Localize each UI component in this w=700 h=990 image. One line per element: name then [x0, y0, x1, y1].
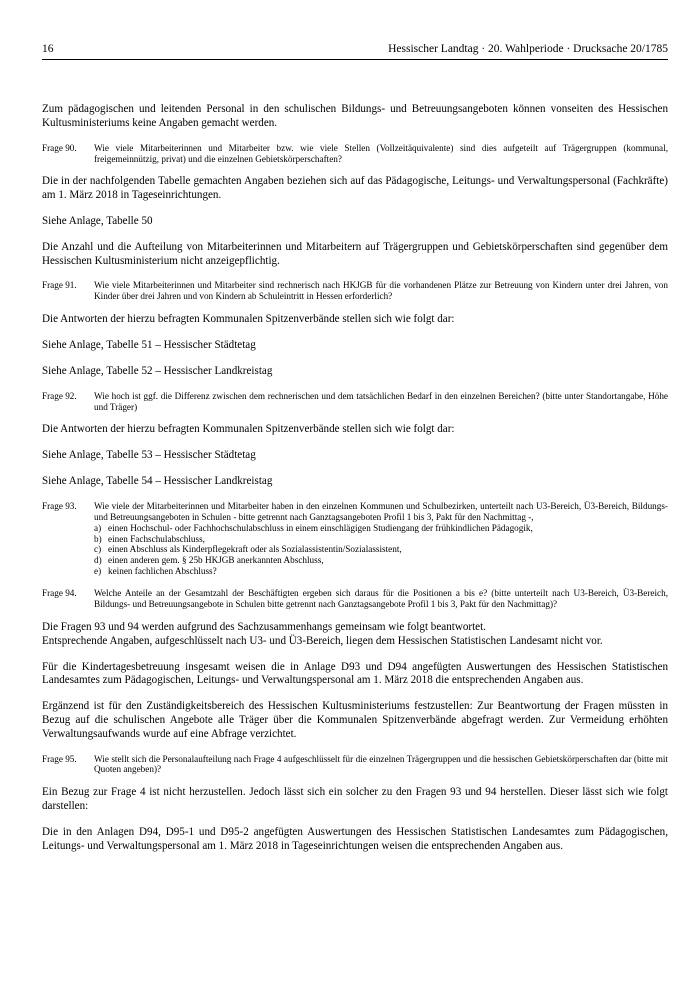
paragraph: Siehe Anlage, Tabelle 54 – Hessischer Landkreistag [42, 475, 273, 487]
paragraph: Die Antworten der hierzu befragten Kommunalen Spitzenverbände stellen sich wie folgt dar: [42, 423, 455, 436]
list-text: einen Fachschulabschluss, [108, 533, 205, 544]
paragraph: Siehe Anlage, Tabelle 50 [42, 215, 153, 227]
list-item [94, 534, 668, 545]
question-label: Frage 91. [42, 280, 77, 291]
paragraph: Ein Bezug zur Frage 4 ist nicht herzustellen. Jedoch lässt sich ein solcher zu den Fragen 93 und 94 herstellen. Dieser lässt sich wie folgt darstellen: [42, 786, 668, 813]
question-list [94, 523, 668, 578]
question-text: Wie viele Mitarbeiterinnen und Mitarbeiter sind rechnerisch nach HKJGB für die vorhandenen Plätze zur Betreuung von Kindern unter drei Jahren, von Kinder über drei Jahren und von Kindern ab Schuleintritt in Hessen erforderlich? [94, 280, 668, 302]
paragraph: Siehe Anlage, Tabelle 51 – Hessischer Städtetag [42, 339, 256, 351]
list-text: einen Hochschul- oder Fachhochschulabschluss in einem einschlägigen Studiengang der frühkindlichen Pädagogik, [108, 522, 533, 533]
page-body [42, 103, 668, 866]
list-text: einen anderen gem. § 25b HKJGB anerkannten Abschluss, [108, 555, 324, 566]
list-letter: b) [94, 533, 102, 544]
paragraph: Die in den Anlagen D94, D95-1 und D95-2 angefügten Auswertungen des Hessischen Statistischen Landesamtes zum Pädagogischen, Leitungs- und Verwaltungspersonal am 1. März 2018 in Tageseinrichtungen weisen die entsprechenden Angaben aus. [42, 825, 668, 852]
page-number: 16 [42, 43, 54, 55]
paragraph: Die Antworten der hierzu befragten Kommunalen Spitzenverbände stellen sich wie folgt dar: [42, 313, 455, 326]
question-91 [42, 280, 668, 302]
question-body [94, 501, 668, 577]
question-92 [42, 391, 668, 413]
paragraph: Entsprechende Angaben, aufgeschlüsselt nach U3- und Ü3-Bereich, liegen dem Hessischen Statistischen Landesamt nicht vor. [42, 634, 603, 647]
list-item [94, 523, 668, 534]
list-item [94, 555, 668, 566]
question-95 [42, 754, 668, 776]
question-text: Wie hoch ist ggf. die Differenz zwischen dem rechnerischen und dem tatsächlichen Bedarf in den einzelnen Bereichen? (bitte unter Standortangabe, Höhe und Träger) [94, 390, 668, 412]
question-93 [42, 501, 668, 577]
question-label: Frage 92. [42, 390, 77, 401]
list-letter: d) [94, 555, 102, 566]
question-text: Wie viele der Mitarbeiterinnen und Mitarbeiter haben in den einzelnen Kommunen und Schulbezirken, unterteilt nach U3-Bereich, Ü3-Bereich, Bildungs- und Betreuungsangeboten in Schulen - bitte getrennt nach Ganztagsangeboten Profil 1 bis 3, Pakt für den Nachmittag -, [94, 500, 668, 522]
question-90 [42, 143, 668, 165]
question-label: Frage 94. [42, 588, 77, 599]
paragraph: Siehe Anlage, Tabelle 52 – Hessischer Landkreistag [42, 364, 273, 377]
list-letter: c) [94, 544, 102, 555]
question-label: Frage 95. [42, 753, 77, 764]
list-letter: a) [94, 522, 102, 533]
list-letter: e) [94, 566, 102, 577]
question-94 [42, 588, 668, 610]
paragraph: Zum pädagogischen und leitenden Personal in den schulischen Bildungs- und Betreuungsangeboten können vonseiten des Hessischen Kultusministeriums keine Angaben gemacht werden. [42, 103, 668, 129]
list-item [94, 544, 668, 555]
header-title: Hessischer Landtag · 20. Wahlperiode · Drucksache 20/1785 [388, 43, 668, 55]
list-item [94, 566, 668, 577]
paragraph: Die Anzahl und die Aufteilung von Mitarbeiterinnen und Mitarbeitern auf Trägergruppen und Gebietskörperschaften sind gegenüber dem Hessischen Kultusministerium nicht anzeigepflichtig. [42, 240, 668, 267]
question-text: Welche Anteile an der Gesamtzahl der Beschäftigten ergeben sich daraus für die Positionen a bis e? (bitte unterteilt nach U3-Bereich, Ü3-Bereich, Bildungs- und Betreuungsangebote in Schulen bitte getrennt nach Ganztagsangebote Profil 1 bis 3, Pakt für den Nachmittag)? [94, 588, 668, 610]
paragraph: Siehe Anlage, Tabelle 53 – Hessischer Städtetag [42, 449, 256, 462]
question-text: Wie viele Mitarbeiterinnen und Mitarbeiter bzw. wie viele Stellen (Vollzeitäquivalente) sind dies aufgeteilt auf Trägergruppen (kommunal, freigemeinnützig, privat) und die einzelnen Gebietskörperschaften? [94, 142, 668, 164]
question-label: Frage 90. [42, 142, 77, 153]
question-label: Frage 93. [42, 500, 77, 511]
paragraph: Die Fragen 93 und 94 werden aufgrund des Sachzusammenhangs gemeinsam wie folgt beantwortet. [42, 620, 486, 633]
page-header [42, 42, 668, 56]
question-text: Wie stellt sich die Personalaufteilung nach Frage 4 aufgeschlüsselt für die einzelnen Trägergruppen und die hessischen Gebietskörperschaften dar (bitte mit Quoten angeben)? [94, 753, 668, 775]
list-text: keinen fachlichen Abschluss? [108, 566, 217, 577]
list-text: einen Abschluss als Kinderpflegekraft oder als Sozialassistentin/Sozialassistent, [108, 544, 402, 555]
header-rule [42, 59, 668, 60]
paragraph: Für die Kindertagesbetreuung insgesamt weisen die in Anlage D93 und D94 angefügten Auswertungen des Hessischen Statistischen Landesamtes zum Pädagogischen, Leitungs- und Verwaltungspersonal am 1. März 2018 die entsprechenden Angaben aus. [42, 660, 668, 687]
paragraph: Ergänzend ist für den Zuständigkeitsbereich des Hessischen Kultusministeriums festzustellen: Zur Beantwortung der Fragen müssten in Bezug auf die schulischen Angebote alle Träger über die Kommunalen Spitzenverbände abgefragt werden. Zur Vermeidung erhöhten Verwaltungsaufwands wurde auf eine Abfrage verzichtet. [42, 700, 668, 740]
paragraph: Die in der nachfolgenden Tabelle gemachten Angaben beziehen sich auf das Pädagogische, Leitungs- und Verwaltungspersonal (Fachkräfte) am 1. März 2018 in Tageseinrichtungen. [42, 175, 668, 202]
